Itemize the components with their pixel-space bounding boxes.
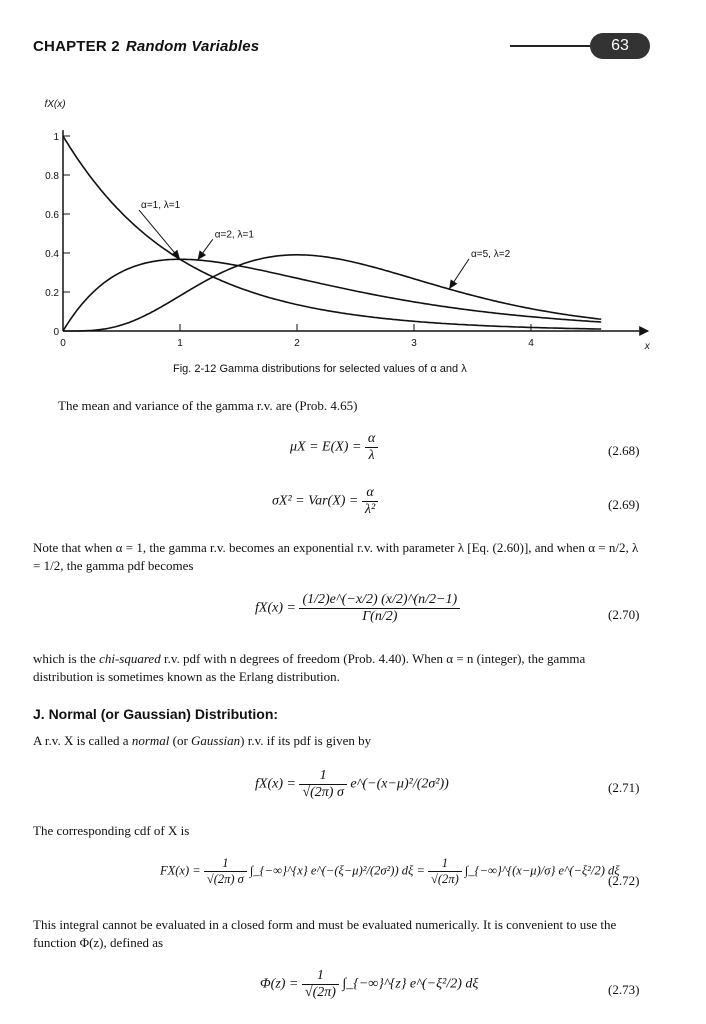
figure-caption: Fig. 2-12 Gamma distributions for selected values of α and λ <box>173 363 467 375</box>
eq269-lhs: σX² = Var(X) = <box>272 493 359 509</box>
paragraph-exponential-note: Note that when α = 1, the gamma r.v. becomes an exponential r.v. with parameter λ [Eq. (2.60)], and when α = n/2, λ = 1/2, the gamma pdf becomes <box>33 540 639 573</box>
eq272-lhs: FX(x) = <box>160 863 201 878</box>
x-tick-label: 0 <box>60 338 66 349</box>
eq269-den: λ² <box>364 502 376 517</box>
equation-2-73 <box>260 968 478 1001</box>
paragraph-normal-def <box>33 732 371 750</box>
eq268-num: α <box>365 431 378 448</box>
paragraph-phi-function: This integral cannot be evaluated in a closed form and must be evaluated numerically. It is convenient to use the function Φ(z), defined as <box>33 917 617 950</box>
equation-2-72 <box>160 856 620 887</box>
eq272-den2: √(2π) <box>431 872 459 886</box>
series-arrowhead-3 <box>449 279 457 289</box>
equation-2-71 <box>255 768 449 801</box>
gamma-chart <box>0 80 706 360</box>
eq272-number: (2.72) <box>608 873 640 888</box>
p4-em2: Gaussian <box>191 733 241 748</box>
eq269-num: α <box>362 485 378 502</box>
equation-2-68 <box>290 431 378 464</box>
y-tick-label: 0 <box>53 327 59 338</box>
p3-post: r.v. pdf with n degrees of freedom (Prob. 4.40). When α = n (integer), the gamma distribution is sometimes known as the Erlang distribution. <box>33 651 586 684</box>
p4-pre: A r.v. X is called a <box>33 733 132 748</box>
series-arrowhead-1 <box>171 250 180 259</box>
eq269-number: (2.69) <box>608 497 640 512</box>
eq273-lhs: Φ(z) = <box>260 976 299 992</box>
series-curve-3 <box>63 255 601 331</box>
y-tick-label: 0.6 <box>45 210 59 221</box>
eq271-lhs: fX(x) = <box>255 776 296 792</box>
eq271-den: √(2π) σ <box>302 785 344 800</box>
y-tick-label: 1 <box>53 132 59 143</box>
eq270-number: (2.70) <box>608 607 640 622</box>
x-tick-label: 4 <box>528 338 534 349</box>
y-tick-label: 0.4 <box>45 249 59 260</box>
eq271-num: 1 <box>299 768 346 785</box>
eq271-number: (2.71) <box>608 780 640 795</box>
paragraph-cdf: The corresponding cdf of X is <box>33 823 190 838</box>
header-rule <box>510 45 600 47</box>
chapter-title: Random Variables <box>125 38 260 55</box>
y-tick-label: 0.2 <box>45 288 59 299</box>
p4-post: ) r.v. if its pdf is given by <box>240 733 372 748</box>
equation-2-70 <box>255 592 460 625</box>
p4-mid: (or <box>169 733 192 748</box>
eq270-den: Γ(n/2) <box>362 609 398 624</box>
eq268-number: (2.68) <box>608 443 640 458</box>
page-number-badge: 63 <box>590 33 650 59</box>
x-tick-label: 2 <box>294 338 300 349</box>
eq272-num2: 1 <box>428 856 462 872</box>
series-curve-1 <box>63 136 601 329</box>
series-arrowhead-2 <box>198 250 207 260</box>
eq273-number: (2.73) <box>608 982 640 997</box>
x-axis-label: x <box>644 341 650 352</box>
eq273-num: 1 <box>302 968 339 985</box>
p4-em1: normal <box>131 733 170 748</box>
paragraph-mean-variance: The mean and variance of the gamma r.v. are (Prob. 4.65) <box>58 398 358 413</box>
p3-pre: which is the <box>33 651 100 666</box>
eq272-den1: √(2π) σ <box>206 872 244 886</box>
y-tick-label: 0.8 <box>45 171 59 182</box>
series-curve-2 <box>63 259 601 331</box>
chapter-label: CHAPTER 2 <box>33 38 120 55</box>
eq270-num: (1/2)e^(−x/2) (x/2)^(n/2−1) <box>299 592 460 609</box>
p3-em: chi-squared <box>99 651 161 666</box>
series-label-1: α=1, λ=1 <box>141 200 181 212</box>
x-tick-label: 1 <box>177 338 183 349</box>
section-heading-normal: J. Normal (or Gaussian) Distribution: <box>33 706 279 722</box>
eq272-integral2: ∫_{−∞}^{(x−μ)/σ} e^(−ξ²/2) dξ <box>464 863 620 878</box>
chapter-header <box>33 38 259 55</box>
series-label-2: α=2, λ=1 <box>214 229 254 241</box>
eq271-tail: e^(−(x−μ)²/(2σ²)) <box>350 776 449 792</box>
x-tick-label: 3 <box>411 338 417 349</box>
equation-2-69 <box>272 485 378 518</box>
eq268-den: λ <box>368 448 375 463</box>
eq270-lhs: fX(x) = <box>255 600 296 616</box>
eq273-den: √(2π) <box>304 985 336 1000</box>
y-axis-label: fX(x) <box>44 98 66 110</box>
x-axis-arrow <box>639 326 649 336</box>
eq273-integral: ∫_{−∞}^{z} e^(−ξ²/2) dξ <box>342 976 479 992</box>
series-label-3: α=5, λ=2 <box>470 248 511 260</box>
eq272-num1: 1 <box>204 856 247 872</box>
eq272-integral1: ∫_{−∞}^{x} e^(−(ξ−μ)²/(2σ²)) dξ = <box>249 863 425 878</box>
paragraph-chi-squared <box>33 650 648 686</box>
eq268-lhs: μX = E(X) = <box>290 439 362 455</box>
